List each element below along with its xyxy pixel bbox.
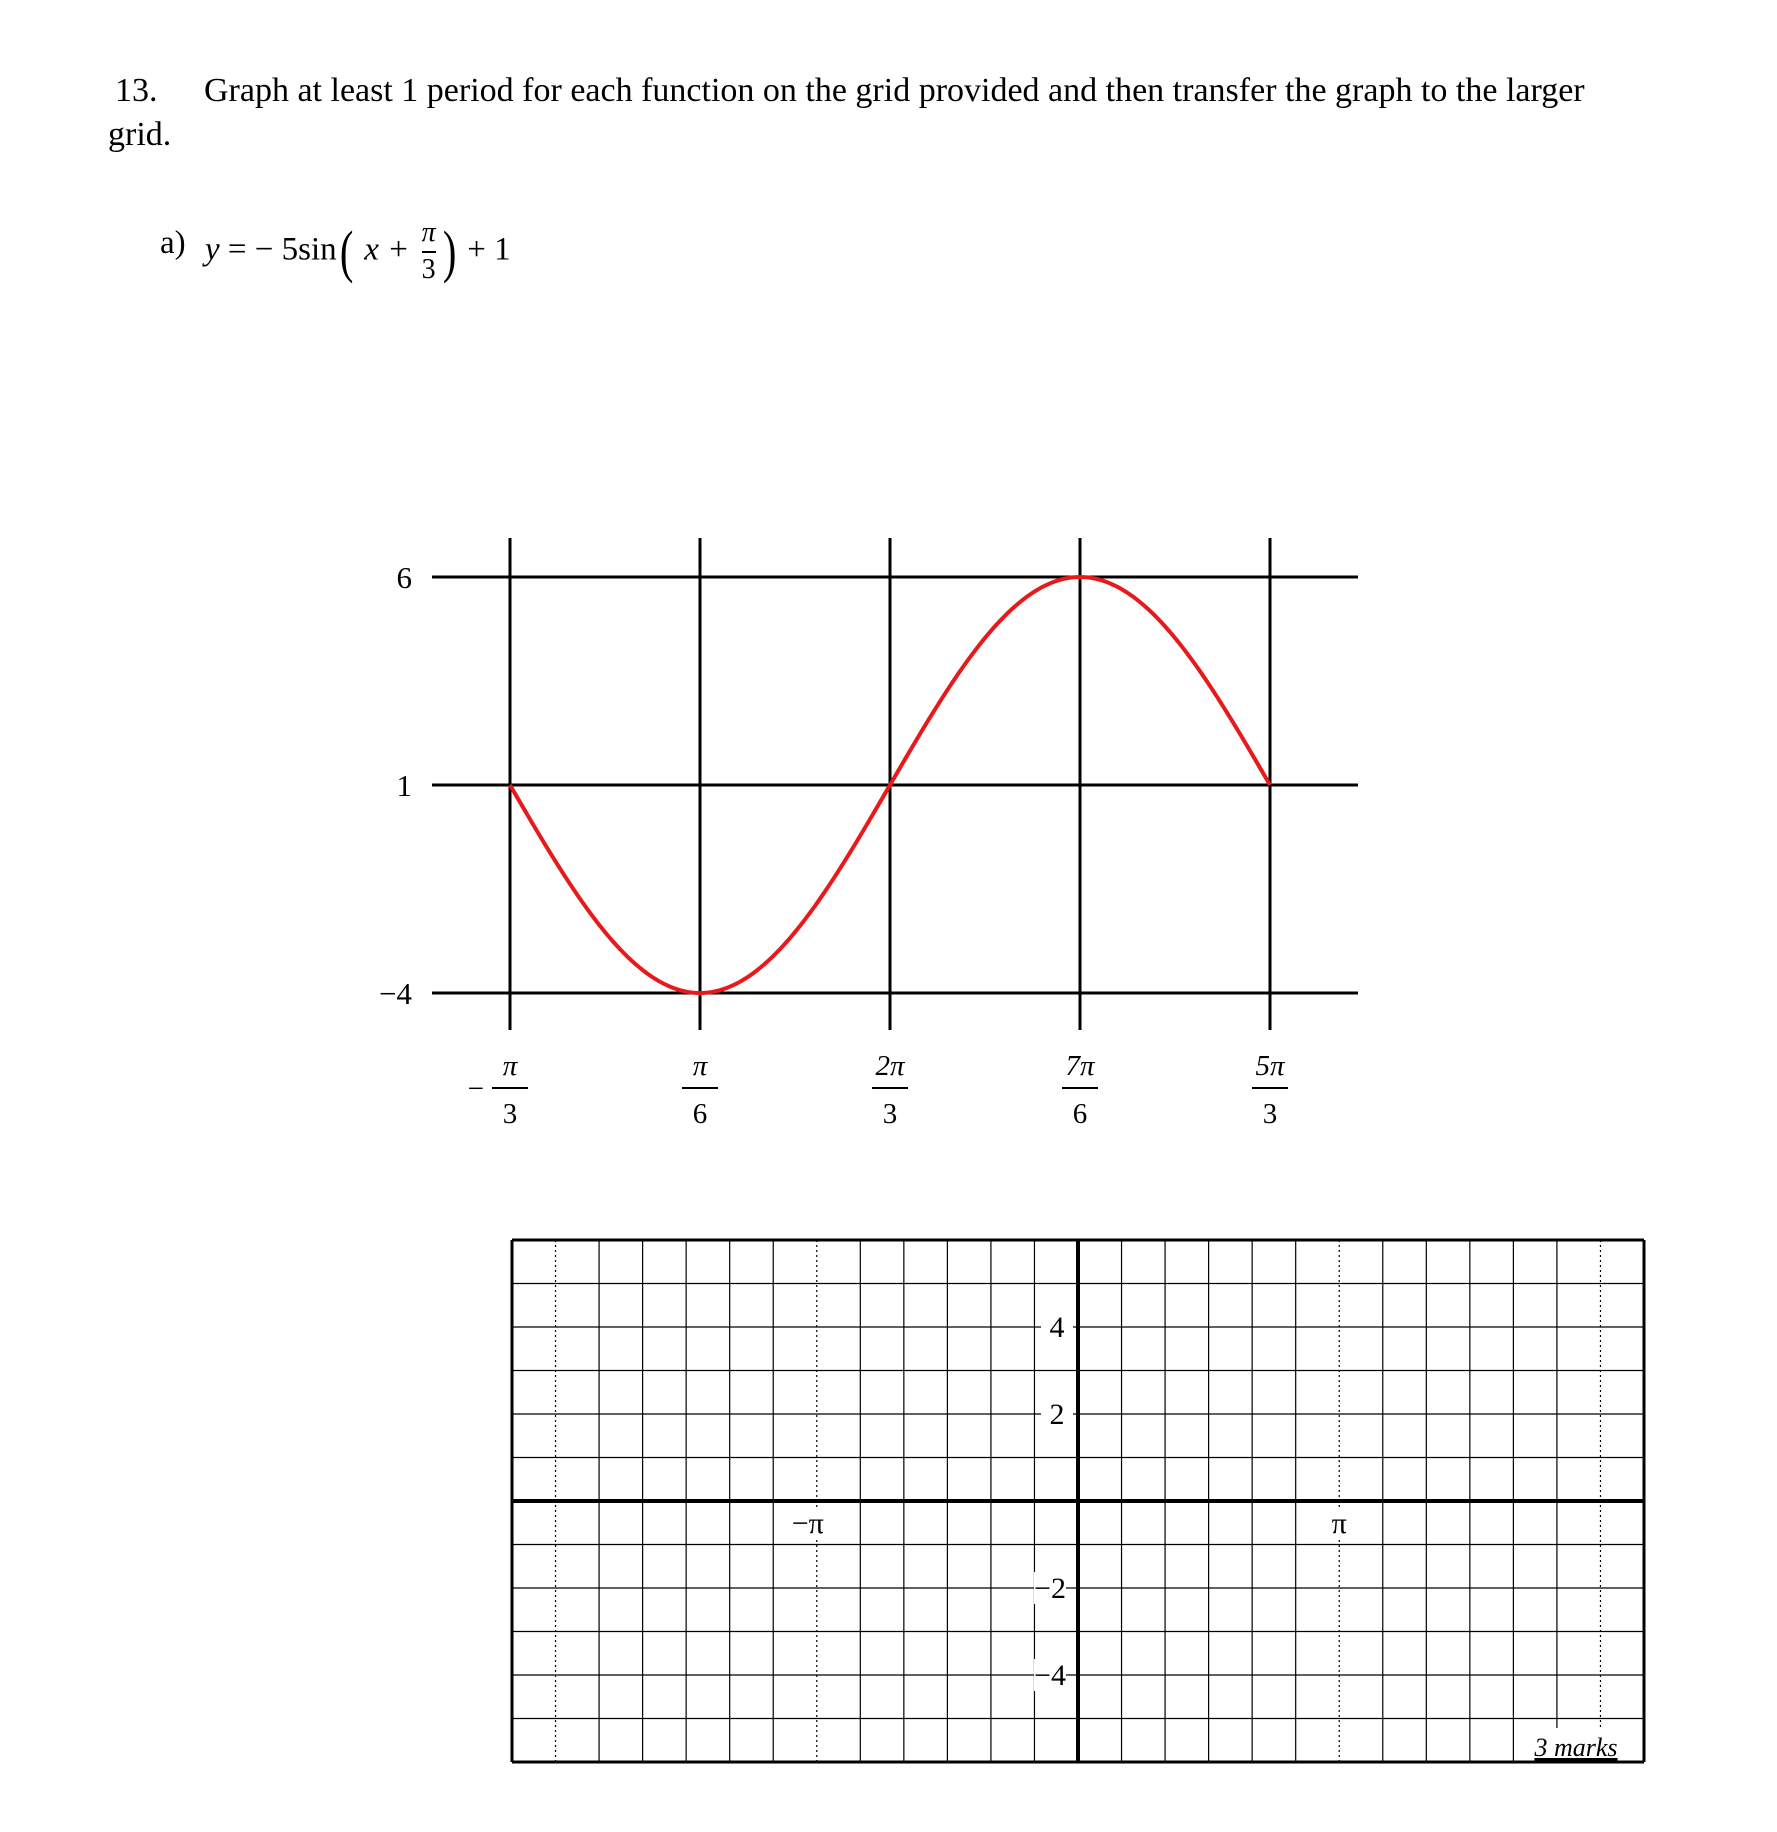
question-text-continued: grid. [108,116,172,153]
x-tick-label-1 [682,1050,718,1130]
large-xlabel-pi: π [1331,1507,1347,1540]
y-tick-label-1: 1 [396,768,412,803]
x-tick-numerator: 5π [1255,1050,1285,1082]
question-text: Graph at least 1 period for each function on the grid provided and then transfer the graph to the larger [204,72,1585,109]
small-grid-lines [432,538,1358,1030]
fraction-denominator: 3 [421,253,436,285]
x-tick-numerator: π [692,1050,708,1082]
x-tick-prefix: − [467,1073,484,1105]
x-tick-label-0 [468,1050,528,1130]
equation-sin: sin [298,231,337,268]
equation-y: y [205,231,220,268]
x-tick-labels [468,1050,1288,1130]
large-grid-labels [792,1311,1640,1762]
large-ylabel-neg4: −4 [1034,1659,1066,1692]
large-ylabel-2: 2 [1049,1398,1065,1431]
large-ylabel-neg2: −2 [1034,1572,1066,1605]
left-paren: ( [339,219,354,285]
large-grid[interactable] [512,1240,1644,1762]
marks-label: 3 marks [1534,1733,1618,1762]
right-paren: ) [442,219,457,285]
fraction-numerator: π [421,217,436,248]
x-tick-denominator: 3 [1262,1098,1278,1130]
y-tick-label-2: −4 [379,976,412,1011]
x-tick-numerator: 7π [1065,1050,1095,1082]
large-ylabel-4: 4 [1049,1311,1065,1344]
equation-tail: + 1 [467,231,511,268]
question-number: 13. [115,72,158,109]
equation-x: x + [364,231,410,268]
x-tick-numerator: π [502,1050,518,1082]
x-tick-denominator: 3 [502,1098,518,1130]
equation-equals: = − 5 [227,231,299,268]
x-tick-label-3 [1062,1050,1098,1130]
x-tick-denominator: 3 [882,1098,898,1130]
x-tick-denominator: 6 [1072,1098,1088,1130]
x-tick-denominator: 6 [692,1098,708,1130]
large-xlabel-neg-pi: −π [791,1507,824,1540]
x-tick-label-4 [1252,1050,1288,1130]
x-tick-label-2 [872,1050,908,1130]
part-a-label: a) [160,225,186,261]
y-tick-labels [379,560,412,1011]
small-graph [379,538,1358,1130]
x-tick-numerator: 2π [875,1050,905,1082]
y-tick-label-0: 6 [396,560,412,595]
large-grid-lines [512,1240,1644,1762]
